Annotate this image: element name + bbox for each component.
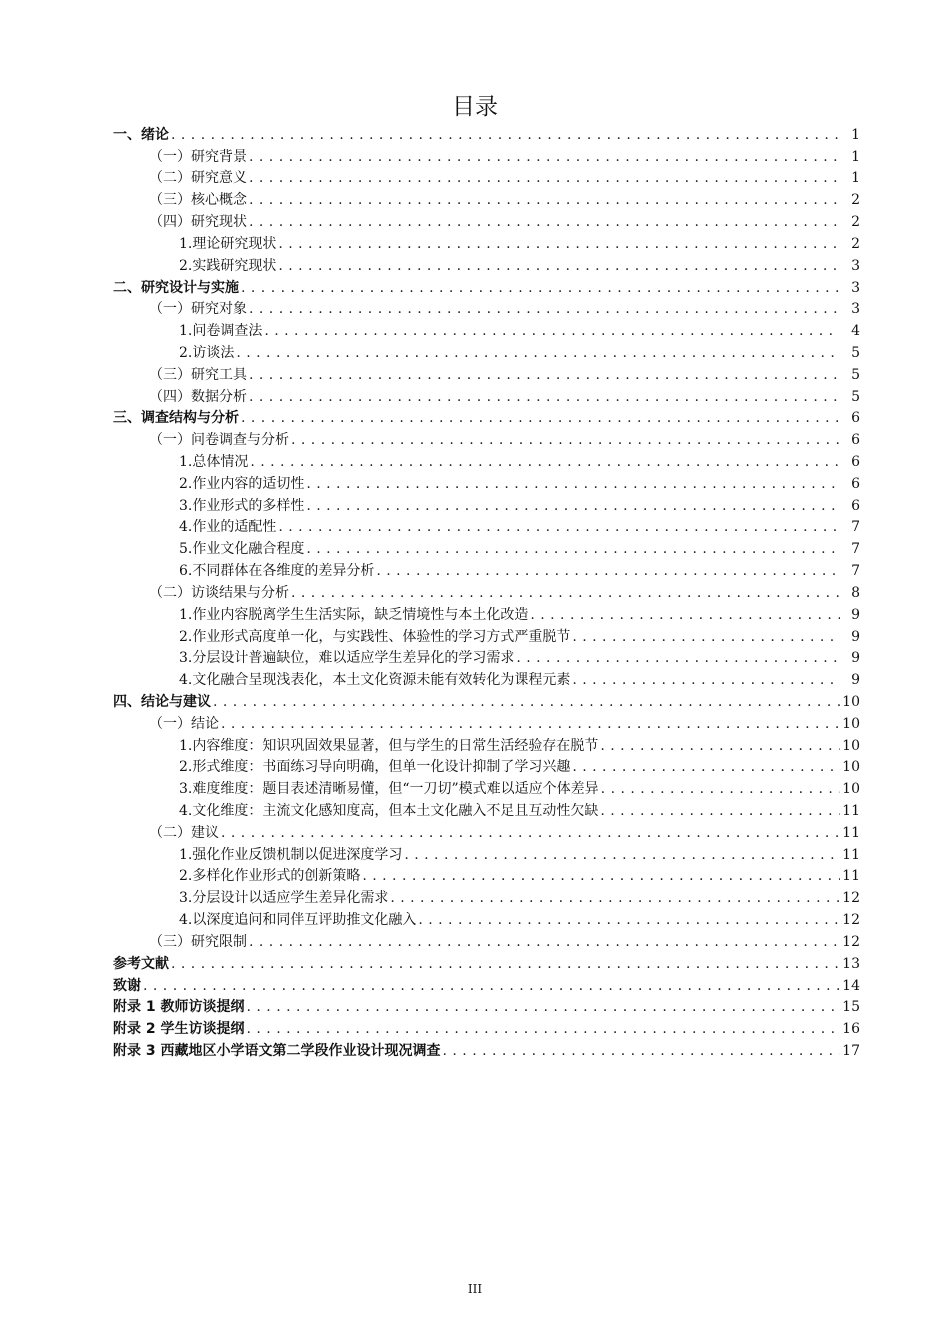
toc-entry-label: （一）研究对象 — [149, 301, 247, 318]
toc-entry[interactable] — [113, 144, 860, 166]
toc-leader-dots — [249, 300, 840, 318]
toc-entry-label: 四、结论与建议 — [113, 693, 211, 710]
toc-entry[interactable] — [113, 951, 860, 973]
toc-entry-label: 1.问卷调查法 — [179, 323, 263, 340]
toc-entry[interactable] — [113, 929, 860, 951]
toc-leader-dots — [418, 911, 840, 929]
toc-entry-page: 7 — [851, 519, 860, 536]
toc-entry-page: 13 — [842, 955, 860, 972]
toc-leader-dots — [306, 475, 840, 493]
toc-leader-dots — [376, 562, 840, 580]
toc-leader-dots — [249, 366, 840, 384]
toc-entry-page: 7 — [851, 563, 860, 580]
toc-entry-page: 2 — [851, 214, 860, 231]
toc-entry[interactable] — [113, 384, 860, 406]
toc-entry-label: 1.理论研究现状 — [179, 235, 277, 252]
toc-leader-dots — [306, 497, 840, 515]
toc-entry[interactable] — [113, 427, 860, 449]
toc-leader-dots — [306, 540, 840, 558]
page-title: 目录 — [452, 94, 498, 120]
toc-entry-label: （二）访谈结果与分析 — [149, 584, 289, 601]
toc-entry-page: 3 — [851, 257, 860, 274]
toc-leader-dots — [247, 998, 841, 1016]
toc-entry-page: 3 — [851, 279, 860, 296]
toc-leader-dots — [291, 431, 840, 449]
toc-entry-label: 4.作业的适配性 — [179, 519, 277, 536]
toc-entry-page: 11 — [842, 846, 860, 863]
toc-entry-page: 9 — [851, 672, 860, 689]
toc-leader-dots — [601, 780, 840, 798]
toc-entry[interactable] — [113, 187, 860, 209]
toc-entry-label: 三、调查结构与分析 — [113, 410, 239, 427]
toc-entry-page: 6 — [851, 475, 860, 492]
toc-entry-page: 10 — [842, 781, 860, 798]
toc-leader-dots — [236, 344, 840, 362]
toc-entry-label: 附录 3 西藏地区小学语文第二学段作业设计现况调查 — [113, 1042, 441, 1059]
toc-leader-dots — [404, 846, 840, 864]
page-number: III — [467, 1282, 483, 1296]
toc-entry-label: 致谢 — [113, 977, 141, 994]
toc-entry[interactable] — [113, 1038, 860, 1060]
toc-entry-label: 4.文化融合呈现浅表化，本土文化资源未能有效转化为课程元素 — [179, 672, 571, 689]
toc-entry-label: 3.难度维度：题目表述清晰易懂，但“一刀切”模式难以适应个体差异 — [179, 781, 599, 798]
toc-leader-dots — [171, 126, 840, 144]
toc-entry-label: （四）数据分析 — [149, 388, 247, 405]
toc-leader-dots — [249, 191, 840, 209]
toc-entry-label: 一、绪论 — [113, 126, 169, 143]
toc-entry-page: 5 — [851, 366, 860, 383]
toc-entry-label: 附录 1 教师访谈提纲 — [113, 999, 245, 1016]
toc-entry[interactable] — [113, 362, 860, 384]
toc-entry-page: 6 — [851, 432, 860, 449]
toc-entry[interactable] — [113, 515, 860, 537]
toc-entry-label: 2.实践研究现状 — [179, 257, 277, 274]
toc-entry-label: 二、研究设计与实施 — [113, 279, 239, 296]
toc-entry-label: 3.分层设计普遍缺位，难以适应学生差异化的学习需求 — [179, 650, 515, 667]
toc-entry-label: 1.作业内容脱离学生生活实际，缺乏情境性与本土化改造 — [179, 606, 529, 623]
toc-leader-dots — [516, 649, 840, 667]
toc-leader-dots — [572, 671, 840, 689]
toc-leader-dots — [278, 257, 840, 275]
toc-entry[interactable] — [113, 820, 860, 842]
toc-entry-page: 6 — [851, 497, 860, 514]
toc-entry-label: 1.总体情况 — [179, 454, 249, 470]
toc-leader-dots — [249, 933, 840, 951]
toc-entry-page: 12 — [842, 912, 860, 929]
toc-leader-dots — [249, 388, 840, 406]
toc-entry[interactable] — [113, 733, 860, 755]
toc-leader-dots — [171, 955, 840, 973]
toc-entry[interactable] — [113, 209, 860, 231]
toc-entry[interactable] — [113, 406, 860, 428]
toc-leader-dots — [443, 1042, 841, 1060]
toc-entry-page: 10 — [842, 759, 860, 776]
toc-entry[interactable] — [113, 842, 860, 864]
toc-leader-dots — [249, 213, 840, 231]
toc-entry-page: 12 — [842, 890, 860, 907]
toc-entry-page: 11 — [842, 803, 860, 819]
toc-entry[interactable] — [113, 536, 860, 558]
toc-entry-label: 参考文献 — [113, 955, 169, 972]
toc-entry-label: 5.作业文化融合程度 — [179, 541, 305, 558]
toc-entry[interactable] — [113, 493, 860, 515]
toc-entry-label: （三）研究限制 — [149, 933, 247, 950]
toc-entry-page: 10 — [842, 693, 860, 710]
toc-entry-label: 6.不同群体在各维度的差异分析 — [179, 563, 375, 580]
toc-entry[interactable] — [113, 995, 860, 1017]
toc-entry-label: （一）结论 — [149, 715, 219, 732]
toc-leader-dots — [530, 606, 840, 624]
toc-entry-page: 8 — [851, 584, 860, 601]
table-of-contents — [113, 122, 860, 1060]
toc-entry-page: 9 — [851, 650, 860, 667]
toc-entry[interactable] — [113, 166, 860, 188]
toc-entry[interactable] — [113, 689, 860, 711]
toc-entry-label: （三）研究工具 — [149, 366, 247, 383]
toc-leader-dots — [362, 867, 840, 885]
toc-entry[interactable] — [113, 253, 860, 275]
toc-entry[interactable] — [113, 798, 860, 820]
toc-leader-dots — [572, 758, 840, 776]
toc-leader-dots — [241, 279, 840, 297]
toc-entry-page: 15 — [842, 999, 860, 1016]
toc-entry[interactable] — [113, 558, 860, 580]
toc-entry[interactable] — [113, 580, 860, 602]
toc-entry[interactable] — [113, 297, 860, 319]
toc-entry-page: 5 — [851, 344, 860, 361]
toc-leader-dots — [291, 584, 840, 602]
toc-leader-dots — [143, 977, 840, 995]
toc-entry-label: 2.形式维度：书面练习导向明确，但单一化设计抑制了学习兴趣 — [179, 759, 571, 776]
toc-leader-dots — [250, 453, 840, 471]
toc-leader-dots — [221, 715, 840, 733]
toc-leader-dots — [264, 322, 840, 340]
toc-entry[interactable] — [113, 231, 860, 253]
toc-entry-label: 1.强化作业反馈机制以促进深度学习 — [179, 846, 403, 863]
toc-leader-dots — [221, 824, 840, 842]
toc-entry[interactable] — [113, 776, 860, 798]
toc-entry-label: （二）研究意义 — [149, 170, 247, 187]
toc-leader-dots — [390, 889, 840, 907]
toc-entry[interactable] — [113, 624, 860, 646]
toc-entry[interactable] — [113, 340, 860, 362]
toc-entry-page: 11 — [842, 868, 860, 885]
toc-entry-label: （四）研究现状 — [149, 214, 247, 231]
toc-leader-dots — [213, 693, 840, 711]
toc-entry-page: 2 — [851, 235, 860, 252]
toc-entry-label: 2.多样化作业形式的创新策略 — [179, 868, 361, 885]
toc-leader-dots — [600, 802, 840, 820]
toc-entry[interactable] — [113, 471, 860, 493]
toc-entry-label: 1.内容维度：知识巩固效果显著，但与学生的日常生活经验存在脱节 — [179, 737, 599, 754]
toc-entry-page: 16 — [842, 1021, 860, 1038]
toc-entry[interactable] — [113, 318, 860, 340]
toc-leader-dots — [249, 148, 840, 166]
toc-entry[interactable] — [113, 275, 860, 297]
toc-entry-page: 3 — [851, 301, 860, 318]
toc-entry-label: 4.以深度追问和同伴互评助推文化融入 — [179, 912, 417, 929]
toc-entry-page: 12 — [842, 933, 860, 950]
toc-entry-label: 3.作业形式的多样性 — [179, 497, 305, 514]
toc-entry-page: 1 — [851, 148, 860, 165]
toc-entry-page: 10 — [842, 715, 860, 732]
toc-leader-dots — [278, 235, 840, 253]
toc-leader-dots — [572, 628, 840, 646]
toc-entry-label: 3.分层设计以适应学生差异化需求 — [179, 890, 389, 907]
toc-entry[interactable] — [113, 122, 860, 144]
toc-entry[interactable] — [113, 907, 860, 929]
toc-leader-dots — [249, 169, 840, 187]
toc-entry[interactable] — [113, 646, 860, 668]
toc-entry[interactable] — [113, 602, 860, 624]
toc-leader-dots — [241, 409, 840, 427]
toc-entry-page: 2 — [851, 192, 860, 209]
toc-entry-page: 9 — [851, 628, 860, 645]
toc-entry[interactable] — [113, 1016, 860, 1038]
toc-entry-label: （三）核心概念 — [149, 192, 247, 209]
toc-entry-page: 6 — [851, 454, 860, 470]
toc-leader-dots — [247, 1020, 841, 1038]
toc-entry-label: （二）建议 — [149, 824, 219, 841]
toc-entry-page: 10 — [842, 737, 860, 754]
toc-entry-label: 2.作业形式高度单一化，与实践性、体验性的学习方式严重脱节 — [179, 628, 571, 645]
toc-entry-page: 6 — [851, 410, 860, 427]
toc-entry-page: 9 — [851, 606, 860, 623]
toc-entry-page: 5 — [851, 388, 860, 405]
toc-entry-page: 14 — [842, 977, 860, 994]
toc-entry-label: （一）研究背景 — [149, 148, 247, 165]
toc-entry-label: 4.文化维度：主流文化感知度高，但本土文化融入不足且互动性欠缺 — [179, 803, 599, 819]
toc-entry-page: 11 — [842, 824, 860, 841]
toc-entry-label: （一）问卷调查与分析 — [149, 432, 289, 449]
toc-leader-dots — [600, 737, 840, 755]
toc-entry[interactable] — [113, 864, 860, 886]
toc-entry[interactable] — [113, 449, 860, 471]
toc-entry-page: 7 — [851, 541, 860, 558]
toc-entry-page: 1 — [851, 126, 860, 143]
toc-entry[interactable] — [113, 973, 860, 995]
toc-entry-label: 附录 2 学生访谈提纲 — [113, 1021, 245, 1038]
toc-entry[interactable] — [113, 667, 860, 689]
toc-entry-page: 1 — [851, 170, 860, 187]
toc-entry[interactable] — [113, 711, 860, 733]
toc-entry-label: 2.作业内容的适切性 — [179, 475, 305, 492]
toc-entry-page: 17 — [842, 1042, 860, 1059]
toc-leader-dots — [278, 518, 840, 536]
toc-entry[interactable] — [113, 885, 860, 907]
toc-entry-label: 2.访谈法 — [179, 344, 235, 361]
toc-entry-page: 4 — [851, 323, 860, 340]
toc-entry[interactable] — [113, 755, 860, 777]
